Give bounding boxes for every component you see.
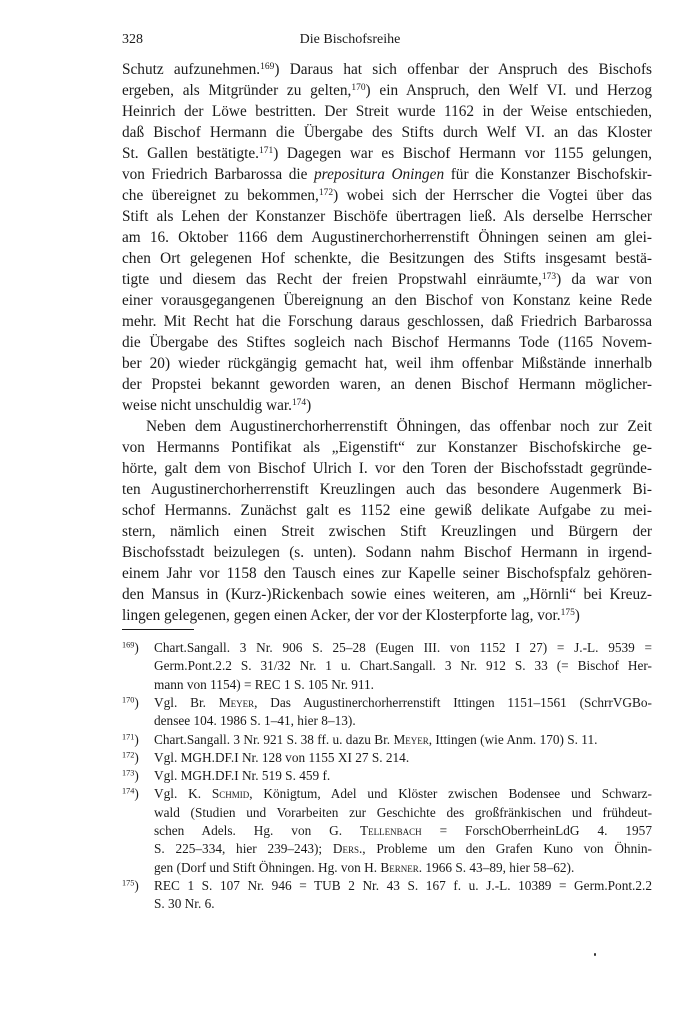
text-run: ) — [306, 397, 312, 414]
ink-speck — [594, 953, 596, 956]
text-run: schof Hermanns. Zunächst galt es 1152 eine gewiß delikate Aufgabe zu mei- — [122, 502, 652, 519]
footnote-line — [154, 895, 652, 913]
text-run: hörte, galt dem von Bischof Ulrich I. vor den Toren der Bischofsstadt gegründe- — [122, 460, 652, 477]
body-line — [122, 563, 652, 584]
author-name: Berner — [380, 859, 419, 875]
text-run: ten Augustinerchorherrenstift Kreuzlingen auch das besondere Augenmerk Bi- — [122, 481, 652, 498]
body-line — [122, 269, 652, 290]
footnote-line — [154, 804, 652, 822]
text-run: ) ein Anspruch, den Welf VI. und Herzog — [365, 82, 652, 99]
author-name: Ders. — [332, 841, 363, 857]
author-name: Schmid — [211, 786, 250, 802]
text-run: von Friedrich Barbarossa die — [122, 166, 315, 183]
page-number: 328 — [122, 32, 143, 47]
text-run: , Königtum, Adel und Klöster zwischen Bodensee und Schwarz- — [249, 786, 652, 802]
text-run: ber 20) wieder rückgängig gemacht hat, weil ihm offenbar Mißstände innerhalb — [122, 355, 652, 372]
body-line — [122, 101, 652, 122]
text-run: Bischofsstadt beizulegen (s. unten). Sodann nahm Bischof Hermann in irgend- — [122, 544, 652, 561]
text-run: S. 225–334, hier 239–243); — [154, 841, 333, 857]
body-line — [122, 374, 652, 395]
text-run: ergeben, als Mitgründer zu gelten, — [122, 82, 352, 99]
footnote-number: $^{171}$) — [122, 731, 139, 747]
text-run: ) Daraus hat sich offenbar der Anspruch des Bischofs — [274, 61, 652, 78]
footnote-line — [122, 877, 652, 895]
footnote-line — [122, 694, 652, 712]
text-run: weise nicht unschuldig war. — [122, 397, 292, 414]
text-run: am 16. Oktober 1166 dem Augustinerchorherrenstift Öhningen seinen am glei- — [122, 229, 652, 246]
footnote-marker: 171 — [259, 145, 274, 156]
body-line — [122, 164, 652, 185]
body-line — [122, 437, 652, 458]
footnote-line — [122, 785, 652, 803]
footnote-line — [122, 639, 652, 657]
footnote-number: $^{169}$) — [122, 640, 139, 655]
body-line — [122, 59, 652, 80]
text-run: Germ.Pont.2.2 S. 31/32 Nr. 1 u. Chart.Sangall. 3 Nr. 912 S. 33 (= Bischof Her- — [154, 658, 652, 674]
footnote-line — [154, 840, 652, 858]
text-run: stern, nämlich einen Streit zwischen Stift Kreuzlingen und Bürgern der — [122, 523, 652, 540]
text-run: Vgl. K. — [154, 786, 212, 802]
body-line — [122, 479, 652, 500]
body-line — [122, 542, 652, 563]
text-run: ) da war von — [556, 271, 652, 288]
author-name: Tellenbach — [360, 823, 422, 838]
footnote-line — [154, 657, 652, 675]
running-head: Die Bischofsreihe — [299, 32, 401, 47]
footnote-number-digits: 172 — [122, 750, 135, 760]
footnote-number-digits: 171 — [122, 731, 135, 741]
body-line — [122, 206, 652, 227]
text-run: schen Adels. Hg. von G. — [154, 823, 361, 838]
text-run: chen Ort gelegenen Hof schenkte, die Besitzungen des Stifts insgesamt bestä- — [122, 250, 652, 267]
text-run: REC 1 S. 107 Nr. 946 = TUB 2 Nr. 43 S. 167 f. u. J.-L. 10389 = Germ.Pont.2.2 — [154, 877, 652, 893]
italic-term: prepositura Oningen — [314, 166, 445, 183]
text-run: gen (Dorf und Stift Öhningen. Hg. von H. — [154, 859, 381, 875]
footnote-line — [154, 676, 652, 694]
footnote-rule — [122, 629, 194, 630]
body-line — [122, 122, 652, 143]
footnote-number: $^{175}$) — [122, 877, 139, 893]
footnote-number: $^{170}$) — [122, 694, 139, 710]
footnote-line — [154, 822, 652, 840]
body-line — [122, 311, 652, 332]
footnote-marker: 169 — [260, 61, 275, 72]
text-run: ) Dagegen war es Bischof Hermann vor 1155 gelungen, — [273, 145, 652, 162]
body-line — [122, 143, 652, 164]
footnote-number-digits: 174 — [122, 786, 135, 796]
body-line — [122, 80, 652, 101]
text-run: , Ittingen (wie Anm. 170) S. 11. — [428, 731, 598, 747]
text-run: ) wobei sich der Herrscher die Vogtei über das — [333, 187, 652, 204]
footnote-line — [154, 712, 652, 730]
text-run: mehr. Mit Recht hat die Forschung daraus geschlossen, daß Friedrich Barbarossa — [122, 313, 652, 330]
footnote-line — [122, 749, 652, 767]
text-run: , Das Augustinerchorherrenstift Ittingen 1151–1561 (SchrrVGBo- — [254, 694, 652, 710]
text-run: lingen gelegenen, gegen einen Acker, der vor der Klosterpforte lag, vor. — [122, 607, 561, 624]
footnote-line — [154, 859, 652, 877]
body-line — [122, 185, 652, 206]
body-line — [122, 584, 652, 605]
text-run: die Übergabe des Stiftes sogleich nach Bischof Hermanns Tode (1165 Novem- — [122, 334, 652, 351]
text-run: . 1966 S. 43–89, hier 58–62). — [418, 859, 575, 875]
text-run: = ForschOberrheinLdG 4. 1957 — [421, 823, 652, 838]
footnote-line — [122, 767, 652, 785]
body-line — [122, 500, 652, 521]
text-run: der Propstei bekannt geworden waren, an denen Bischof Hermann möglicher- — [122, 376, 652, 393]
footnote-number-digits: 169 — [122, 640, 135, 650]
text-run: für die Konstanzer Bischofskir- — [444, 166, 652, 183]
text-run: Schutz aufzunehmen. — [122, 61, 261, 78]
footnote-line — [122, 731, 652, 749]
text-run: Stift als Lehen der Konstanzer Bischöfe übertragen ließ. Als derselbe Herrscher — [122, 208, 652, 225]
text-run: ) — [574, 607, 580, 624]
body-line — [122, 521, 652, 542]
body-line — [122, 458, 652, 479]
text-run: Chart.Sangall. 3 Nr. 906 S. 25–28 (Eugen III. von 1152 I 27) = J.-L. 9539 = — [154, 640, 652, 655]
text-run: che übereignet zu bekommen, — [122, 187, 319, 204]
text-run: Neben dem Augustinerchorherrenstift Öhningen, das offenbar noch zur Zeit — [146, 418, 652, 435]
text-run: densee 104. 1986 S. 1–41, hier 8–13). — [154, 713, 356, 729]
text-run: S. 30 Nr. 6. — [154, 896, 215, 912]
body-line — [122, 290, 652, 311]
body-line — [122, 227, 652, 248]
text-run: Heinrich der Löwe bestritten. Der Streit wurde 1162 in der Weise entschieden, — [122, 103, 652, 120]
footnote-number: $^{172}$) — [122, 749, 139, 765]
footnote-number: $^{173}$) — [122, 768, 139, 784]
text-run: mann von 1154) = REC 1 S. 105 Nr. 911. — [154, 676, 375, 692]
text-run: daß Bischof Hermann die Übergabe des Stifts durch Welf VI. an das Kloster — [122, 124, 652, 141]
body-line — [122, 353, 652, 374]
footnote-number-digits: 170 — [122, 695, 135, 705]
footnote-marker: 173 — [541, 271, 557, 282]
author-name: Meyer — [218, 694, 255, 710]
body-line — [122, 605, 652, 626]
text-run: den Mansus in (Kurz-)Rickenbach sowie eines weiteren, am „Hörnli“ bei Kreuz- — [122, 586, 652, 603]
text-run: einem Jahr vor 1158 den Tausch eines zur Kapelle seiner Bischofspfalz gehören- — [122, 565, 652, 582]
text-run: wald (Studien und Vorarbeiten zur Geschichte des großfränkischen und frühdeut- — [154, 804, 652, 820]
body-line — [122, 332, 652, 353]
text-run: Vgl. MGH.DF.I Nr. 519 S. 459 f. — [154, 768, 331, 784]
footnote-marker: 170 — [351, 82, 366, 93]
footnote-marker: 174 — [291, 397, 307, 408]
footnote-marker: 172 — [318, 187, 334, 198]
text-run: St. Gallen bestätigte. — [122, 145, 260, 162]
text-run: Chart.Sangall. 3 Nr. 921 S. 38 ff. u. dazu Br. — [154, 731, 394, 747]
footnote-marker: 175 — [560, 607, 575, 618]
text-run: , Probleme um den Grafen Kuno von Öhnin- — [362, 841, 652, 857]
body-line — [122, 395, 652, 416]
text-run: Vgl. MGH.DF.I Nr. 128 von 1155 XI 27 S. 214. — [154, 749, 410, 765]
text-run: Vgl. Br. — [154, 694, 219, 710]
text-run: tigte und diesem das Recht der freien Propstwahl einräumte, — [122, 271, 542, 288]
text-run: einer vorausgegangenen Übereignung an den Bischof von Konstanz keine Rede — [122, 292, 652, 309]
author-name: Meyer — [393, 731, 429, 747]
footnote-number-digits: 175 — [122, 878, 135, 888]
text-run: von Hermanns Pontifikat als „Eigenstift“ zur Konstanzer Bischofskirche ge- — [122, 439, 652, 456]
body-line — [146, 416, 652, 437]
footnote-number: $^{174}$) — [122, 786, 139, 802]
body-line — [122, 248, 652, 269]
footnote-number-digits: 173 — [122, 768, 135, 778]
